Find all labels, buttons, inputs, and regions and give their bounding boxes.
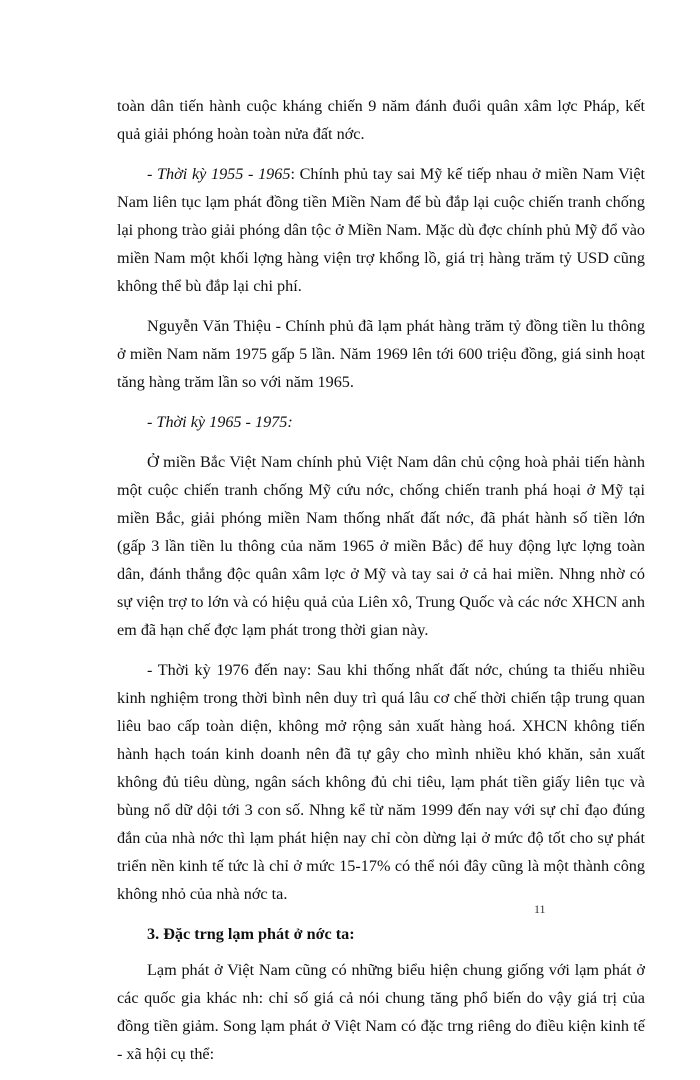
paragraph-period-1965-1975 <box>117 408 645 436</box>
paragraph-1: toàn dân tiến hành cuộc kháng chiến 9 năm đánh đuổi quân xâm lợc Pháp, kết quả giải phóng hoàn toàn nửa đất nớc. <box>117 97 645 143</box>
period-label-1955-1965: - Thời kỳ 1955 - 1965 <box>147 165 291 183</box>
paragraph-5: Ở miền Bắc Việt Nam chính phủ Việt Nam dân chủ cộng hoà phải tiến hành một cuộc chiến tranh chống Mỹ cứu nớc, chống chiến tranh phá hoại ở Mỹ tại miền Bắc, giải phóng miền Nam thống nhất đất nớc, đã phát hành số tiền lớn (gấp 3 lần tiền lu thông của năm 1965 ở miền Bắc) để huy động lực lợng toàn dân, đánh thắng độc quân xâm lợc ở Mỹ và tay sai ở cả hai miền. Nhng nhờ có sự viện trợ to lớn và có hiệu quả của Liên xô, Trung Quốc và các nớc XHCN anh em đã hạn chế đợc lạm phát trong thời gian này. <box>117 453 645 639</box>
section-heading: 3. Đặc trng lạm phát ở nớc ta: <box>147 925 355 943</box>
page-number: 11 <box>534 902 546 916</box>
period-label-1965-1975: - Thời kỳ 1965 - 1975: <box>147 413 293 431</box>
page-body <box>117 92 645 1080</box>
paragraph-3: Nguyễn Văn Thiệu - Chính phủ đã lạm phát hàng trăm tỷ đồng tiền lu thông ở miền Nam năm 1975 gấp 5 lần. Năm 1969 lên tới 600 triệu đồng, giá sinh hoạt tăng hàng trăm lần so với năm 1965. <box>117 317 645 391</box>
paragraph-7: Lạm phát ở Việt Nam cũng có những biểu hiện chung giống với lạm phát ở các quốc gia khác nh: chỉ số giá cả nói chung tăng phổ biến do vậy giá trị của đồng tiền giảm. Song lạm phát ở Việt Nam có đặc trng riêng do điều kiện kinh tế - xã hội cụ thể: <box>117 961 645 1063</box>
paragraph-period-1955-1965 <box>117 160 645 300</box>
period-text-1955-1965: : Chính phủ tay sai Mỹ kế tiếp nhau ở miền Nam Việt Nam liên tục lạm phát đồng tiền Miền Nam để bù đắp lại cuộc chiến tranh chống lại phong trào giải phóng dân tộc ở Miền Nam. Mặc dù đợc chính phủ Mỹ đổ vào miền Nam một khối lợng hàng viện trợ khổng lồ, giá trị hàng trăm tỷ USD cũng không thể bù đắp lại chi phí. <box>117 165 645 295</box>
paragraph-6: - Thời kỳ 1976 đến nay: Sau khi thống nhất đất nớc, chúng ta thiếu nhiều kinh nghiệm trong thời bình nên duy trì quá lâu cơ chế thời chiến tập trung quan liêu bao cấp toàn diện, không mở rộng sản xuất hàng hoá. XHCN không tiến hành hạch toán kinh doanh nên đã tự gây cho mình nhiều khó khăn, sản xuất không đủ tiêu dùng, ngân sách không đủ chi tiêu, lạm phát tiền giấy liên tục và bùng nổ dữ dội tới 3 con số. Nhng kể từ năm 1999 đến nay với sự chỉ đạo đúng đắn của nhà nớc thì lạm phát hiện nay chỉ còn dừng lại ở mức độ tốt cho sự phát triển nền kinh tế tức là chỉ ở mức 15-17% có thể nói đây cũng là một thành công không nhỏ của nhà nớc ta. <box>117 661 645 903</box>
